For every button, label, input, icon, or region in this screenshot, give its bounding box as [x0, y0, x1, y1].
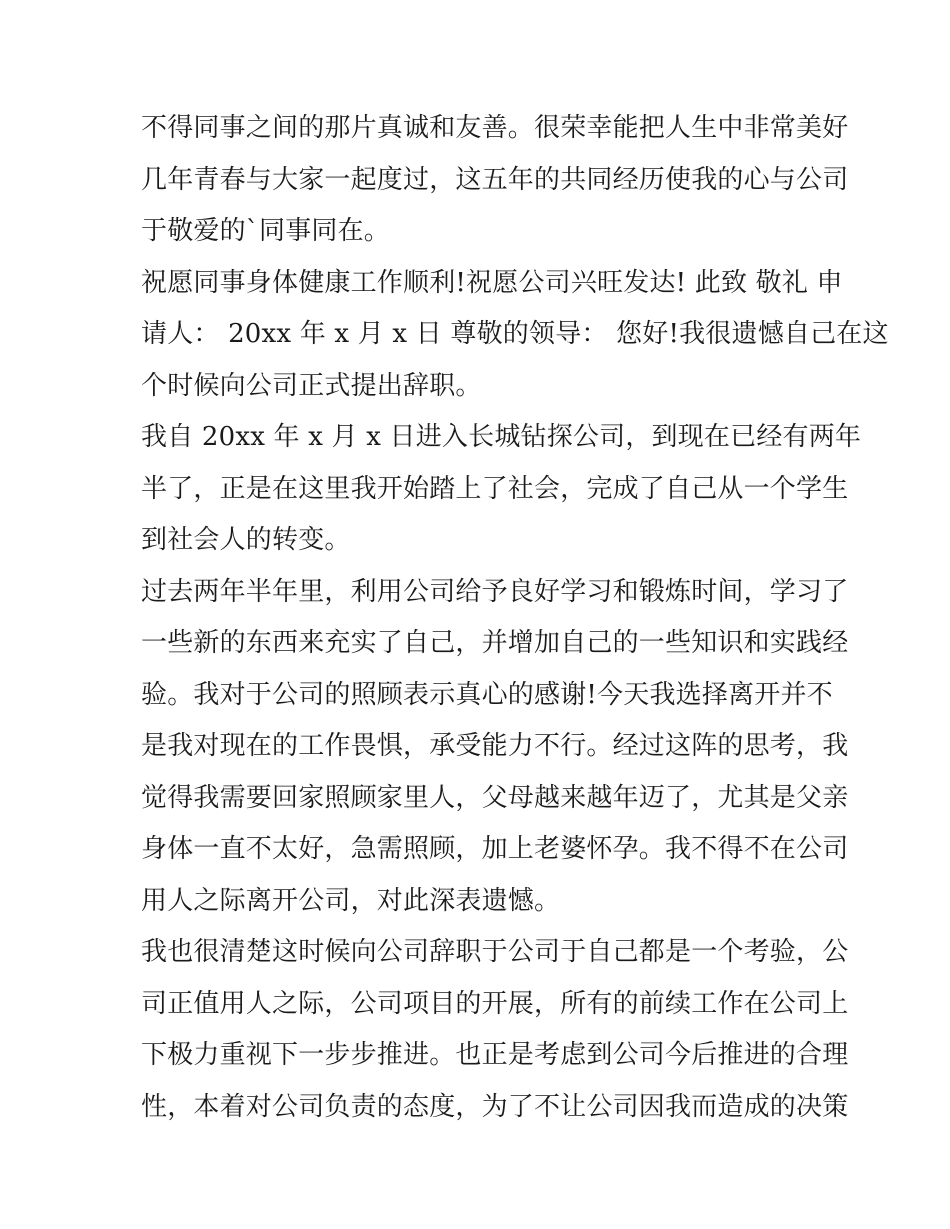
text-line: 下极力重视下一步步推进。也正是考虑到公司今后推进的合理	[141, 1040, 849, 1070]
document-body	[141, 103, 889, 1133]
text-line: 过去两年半年里，利用公司给予良好学习和锻炼时间，学习了	[141, 576, 849, 607]
text-line: 个时候向公司正式提出辞职。	[141, 370, 482, 401]
text-line: 是我对现在的工作畏惧，承受能力不行。经过这阵的思考，我	[141, 731, 849, 761]
text-line: 请人： 20xx 年 x 月 x 日 尊敬的领导： 您好!我很遗憾自己在这	[141, 319, 889, 349]
paragraph-1	[141, 103, 849, 258]
text-line: 半了，正是在这里我开始踏上了社会，完成了自己从一个学生	[141, 473, 849, 504]
text-line: 性，本着对公司负责的态度，为了不让公司因我而造成的决策	[141, 1091, 849, 1122]
paragraph-2	[141, 258, 889, 413]
text-line: 祝愿同事身体健康工作顺利!祝愿公司兴旺发达! 此致 敬礼 申	[141, 267, 843, 298]
text-line: 我自 20xx 年 x 月 x 日进入长城钻探公司，到现在已经有两年	[141, 422, 862, 452]
text-line: 到社会人的转变。	[141, 525, 351, 555]
text-line: 我也很清楚这时候向公司辞职于公司于自己都是一个考验，公	[141, 937, 849, 967]
text-line: 几年青春与大家一起度过，这五年的共同经历使我的心与公司	[141, 164, 849, 195]
text-line: 一些新的东西来充实了自己，并增加自己的一些知识和实践经	[141, 628, 849, 658]
text-line: 觉得我需要回家照顾家里人，父母越来越年迈了，尤其是父亲	[141, 782, 849, 813]
paragraph-3	[141, 412, 862, 567]
paragraph-4	[141, 567, 849, 928]
text-line: 用人之际离开公司，对此深表遗憾。	[141, 885, 561, 916]
text-line: 于敬爱的`同事同在。	[141, 216, 391, 246]
text-line: 身体一直不太好，急需照顾，加上老婆怀孕。我不得不在公司	[141, 834, 849, 864]
text-line: 司正值用人之际，公司项目的开展，所有的前续工作在公司上	[141, 988, 849, 1019]
paragraph-5	[141, 927, 849, 1133]
text-line: 验。我对于公司的照顾表示真心的感谢!今天我选择离开并不	[141, 679, 833, 710]
text-line: 不得同事之间的那片真诚和友善。很荣幸能把人生中非常美好	[141, 113, 849, 143]
